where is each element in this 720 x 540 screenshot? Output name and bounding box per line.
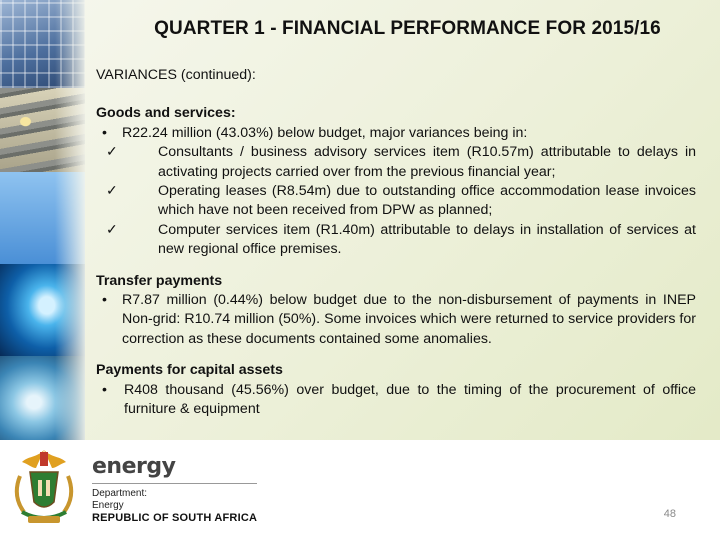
check-item-text: Operating leases (R8.54m) due to outstanding office accommodation lease invoices which have not been received from DPW as planned; <box>158 183 696 219</box>
checkmark-icon: ✓ <box>106 144 118 161</box>
transfer-payments-heading: Transfer payments <box>96 272 223 289</box>
bullet-icon: • <box>102 381 107 398</box>
brand-department: Department: <box>92 488 148 499</box>
check-item <box>106 221 696 260</box>
brand-divider <box>92 483 257 484</box>
bullet-icon: • <box>102 292 107 309</box>
slide-title: QUARTER 1 - FINANCIAL PERFORMANCE FOR 2015/16 <box>154 18 661 39</box>
photo-strip-fade <box>55 0 85 440</box>
goods-services-summary: R22.24 million (43.03%) below budget, major variances being in: <box>122 124 528 141</box>
transfer-payments-text: R7.87 million (0.44%) below budget due to the non-disbursement of payments in INEP Non-grid: R10.74 million (50%). Some invoices which were returned to service providers for correction as these documents contained some anomalies. <box>122 292 696 347</box>
capital-assets-text: R408 thousand (45.56%) over budget, due to the timing of the procurement of office furniture & equipment <box>124 381 696 418</box>
subtitle: VARIANCES (continued): <box>96 67 256 83</box>
check-item-text: Consultants / business advisory services item (R10.57m) attributable to delays in activating projects carried over from the previous financial year; <box>158 144 696 180</box>
brand-wordmark: energy <box>92 454 176 479</box>
footer <box>0 440 720 540</box>
check-item <box>106 143 696 182</box>
capital-assets-heading: Payments for capital assets <box>96 362 283 379</box>
goods-services-heading: Goods and services: <box>96 105 236 122</box>
brand-energy: Energy <box>92 500 124 511</box>
photo-strip <box>0 0 85 440</box>
check-item <box>106 182 696 221</box>
page-number: 48 <box>663 508 676 520</box>
brand-country: REPUBLIC OF SOUTH AFRICA <box>92 512 258 524</box>
coat-of-arms-icon <box>6 446 82 532</box>
bullet-icon: • <box>102 124 107 141</box>
checkmark-icon: ✓ <box>106 183 118 200</box>
transfer-payments-bullet <box>96 291 696 349</box>
capital-assets-bullet <box>96 381 696 420</box>
goods-services-bullet <box>96 124 696 143</box>
slide-content <box>96 66 696 420</box>
check-item-text: Computer services item (R1.40m) attributable to delays in installation of services at new regional office premises. <box>158 221 696 258</box>
department-logo <box>92 454 257 525</box>
checkmark-icon: ✓ <box>106 221 118 238</box>
